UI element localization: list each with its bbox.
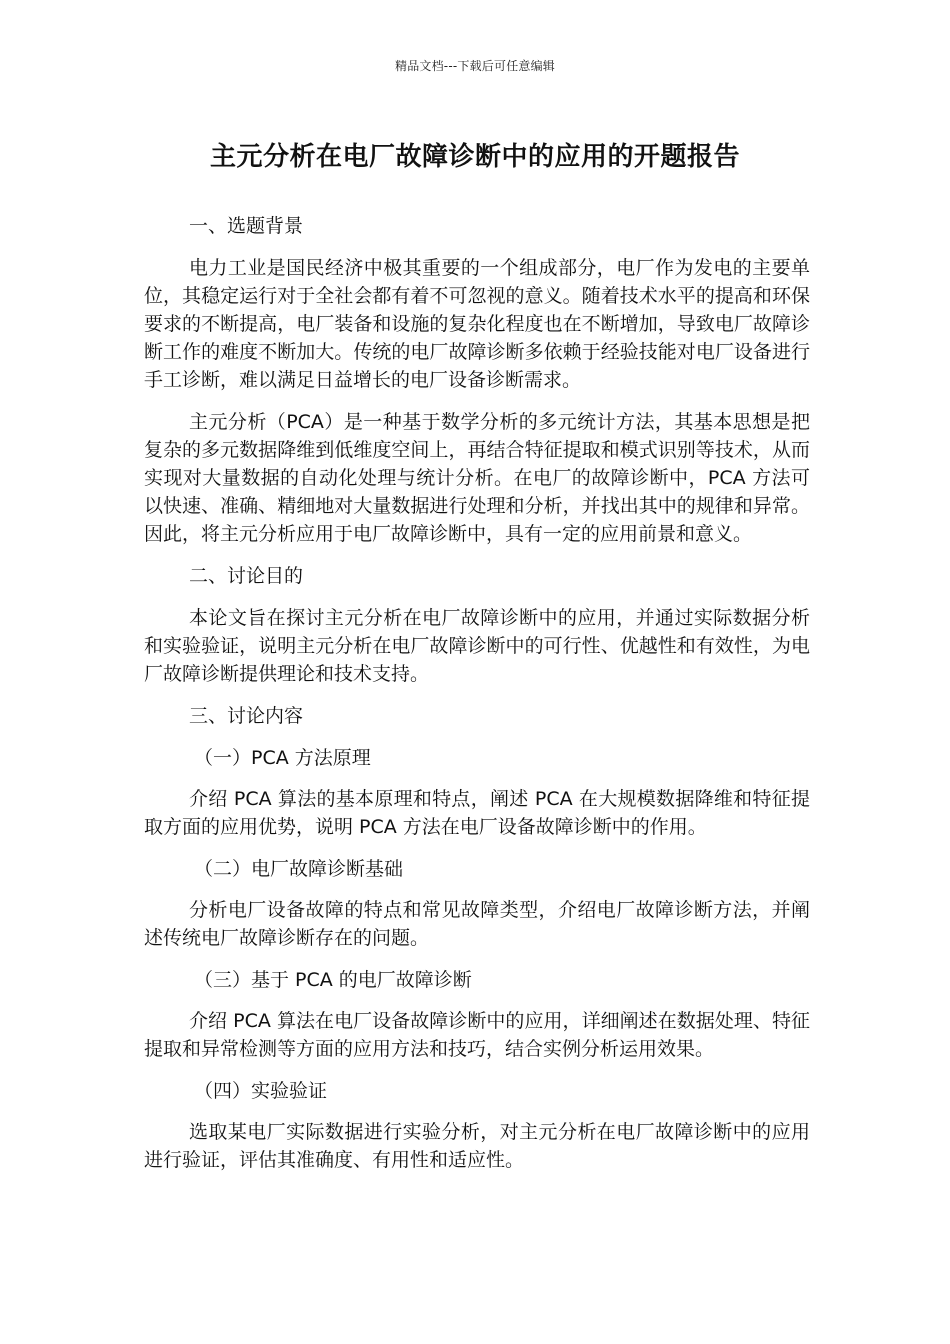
paragraph-diagnosis-basics: 分析电厂设备故障的特点和常见故障类型，介绍电厂故障诊断方法，并阐述传统电厂故障诊断存在的问题。 [144, 899, 810, 949]
header-note: 精品文档---下载后可任意编辑 [395, 59, 555, 73]
paragraph-experiment: 选取某电厂实际数据进行实验分析，对主元分析在电厂故障诊断中的应用进行验证，评估其准确度、有用性和适应性。 [144, 1121, 810, 1171]
paragraph-background-1: 电力工业是国民经济中极其重要的一个组成部分，电厂作为发电的主要单位，其稳定运行对于全社会都有着不可忽视的意义。随着技术水平的提高和环保要求的不断提高，电厂装备和设施的复杂化程度也在不断增加，导致电厂故障诊断工作的难度不断加大。传统的电厂故障诊断多依赖于经验技能对电厂设备进行手工诊断，难以满足日益增长的电厂设备诊断需求。 [144, 257, 810, 391]
subsection-heading-diagnosis-basics: （二）电厂故障诊断基础 [194, 858, 404, 880]
paragraph-goal: 本论文旨在探讨主元分析在电厂故障诊断中的应用，并通过实际数据分析和实验验证，说明主元分析在电厂故障诊断中的可行性、优越性和有效性，为电厂故障诊断提供理论和技术支持。 [144, 607, 810, 685]
paragraph-background-2: 主元分析（PCA）是一种基于数学分析的多元统计方法，其基本思想是把复杂的多元数据降维到低维度空间上，再结合特征提取和模式识别等技术，从而实现对大量数据的自动化处理与统计分析。在电厂的故障诊断中，PCA 方法可以快速、准确、精细地对大量数据进行处理和分析，并找出其中的规律和异常。因此，将主元分析应用于电厂故障诊断中，具有一定的应用前景和意义。 [144, 411, 810, 545]
section-heading-background: 一、选题背景 [189, 215, 304, 237]
section-heading-content: 三、讨论内容 [189, 705, 304, 727]
section-heading-goal: 二、讨论目的 [189, 565, 304, 587]
page-title: 主元分析在电厂故障诊断中的应用的开题报告 [209, 142, 740, 172]
subsection-heading-pca-diagnosis: （三）基于 PCA 的电厂故障诊断 [194, 969, 472, 991]
paragraph-pca-principle: 介绍 PCA 算法的基本原理和特点，阐述 PCA 在大规模数据降维和特征提取方面的应用优势，说明 PCA 方法在电厂设备故障诊断中的作用。 [144, 788, 810, 838]
paragraph-pca-diagnosis: 介绍 PCA 算法在电厂设备故障诊断中的应用，详细阐述在数据处理、特征提取和异常检测等方面的应用方法和技巧，结合实例分析运用效果。 [144, 1010, 810, 1060]
document-body [144, 212, 810, 1188]
subsection-heading-experiment: （四）实验验证 [194, 1080, 328, 1102]
subsection-heading-pca-principle: （一）PCA 方法原理 [194, 747, 371, 769]
